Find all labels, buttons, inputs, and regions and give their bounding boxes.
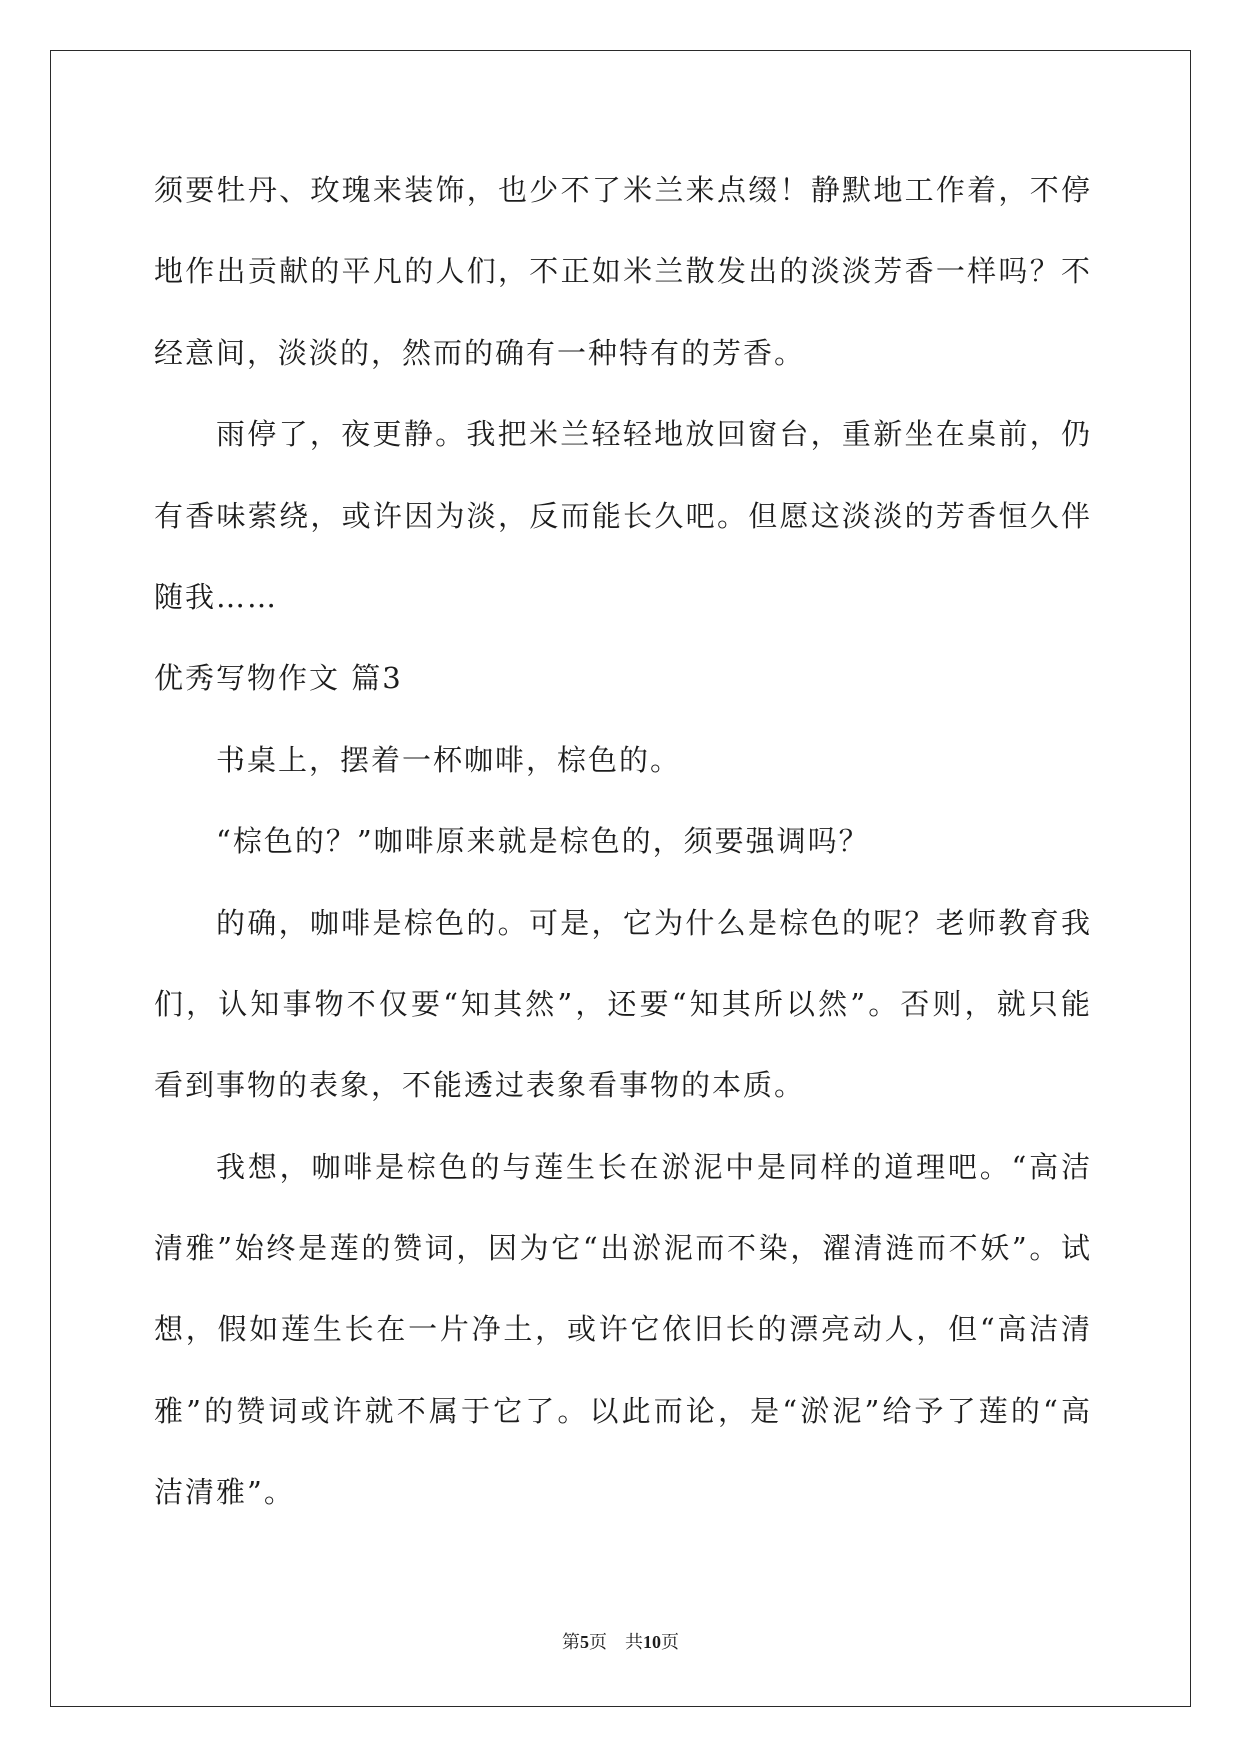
text-line: 我想，咖啡是棕色的与莲生长在淤泥中是同样的道理吧。“高洁 [216, 1149, 1090, 1184]
text-line: 雨停了，夜更静。我把米兰轻轻地放回窗台，重新坐在桌前，仍 [216, 417, 1090, 452]
page-footer [0, 1628, 1241, 1656]
text-line: 随我…… [154, 579, 279, 614]
text-line: 雅”的赞词或许就不属于它了。以此而论，是“淤泥”给予了莲的“高 [154, 1393, 1090, 1428]
text-line: 洁清雅”。 [154, 1475, 295, 1510]
text-line: 书桌上，摆着一杯咖啡，棕色的。 [216, 742, 682, 777]
total-pages: 10 [643, 1632, 661, 1652]
page-total [625, 1632, 679, 1652]
text-line: 有香味萦绕，或许因为淡，反而能长久吧。但愿这淡淡的芳香恒久伴 [154, 498, 1090, 533]
paragraph-continued [154, 150, 1090, 394]
paragraph [154, 1127, 1090, 1534]
document-body [154, 150, 1090, 1534]
paragraph [154, 883, 1090, 1127]
current-page: 5 [580, 1632, 589, 1652]
text-line: 看到事物的表象，不能透过表象看事物的本质。 [154, 1068, 806, 1103]
paragraph [154, 394, 1090, 638]
total-suffix: 页 [661, 1632, 679, 1652]
text-line: 须要牡丹、玫瑰来装饰，也少不了米兰来点缀！静默地工作着，不停 [154, 173, 1090, 207]
paragraph [154, 801, 1090, 882]
total-prefix: 共 [625, 1632, 643, 1652]
page-suffix: 页 [589, 1632, 607, 1652]
text-line: “棕色的？”咖啡原来就是棕色的，须要强调吗？ [216, 824, 870, 859]
text-line: 的确，咖啡是棕色的。可是，它为什么是棕色的呢？老师教育我 [216, 905, 1090, 940]
text-line: 清雅”始终是莲的赞词，因为它“出淤泥而不染，濯清涟而不妖”。试 [154, 1231, 1090, 1266]
text-line: 经意间，淡淡的，然而的确有一种特有的芳香。 [154, 335, 806, 370]
text-line: 们，认知事物不仅要“知其然”，还要“知其所以然”。否则，就只能 [154, 986, 1090, 1021]
text-line: 地作出贡献的平凡的人们，不正如米兰散发出的淡淡芳香一样吗？不 [154, 254, 1090, 289]
page-number [562, 1632, 607, 1652]
section-heading: 优秀写物作文 篇3 [154, 661, 403, 696]
paragraph [154, 720, 1090, 801]
text-line: 想，假如莲生长在一片净土，或许它依旧长的漂亮动人，但“高洁清 [154, 1312, 1090, 1347]
page-prefix: 第 [562, 1632, 580, 1652]
